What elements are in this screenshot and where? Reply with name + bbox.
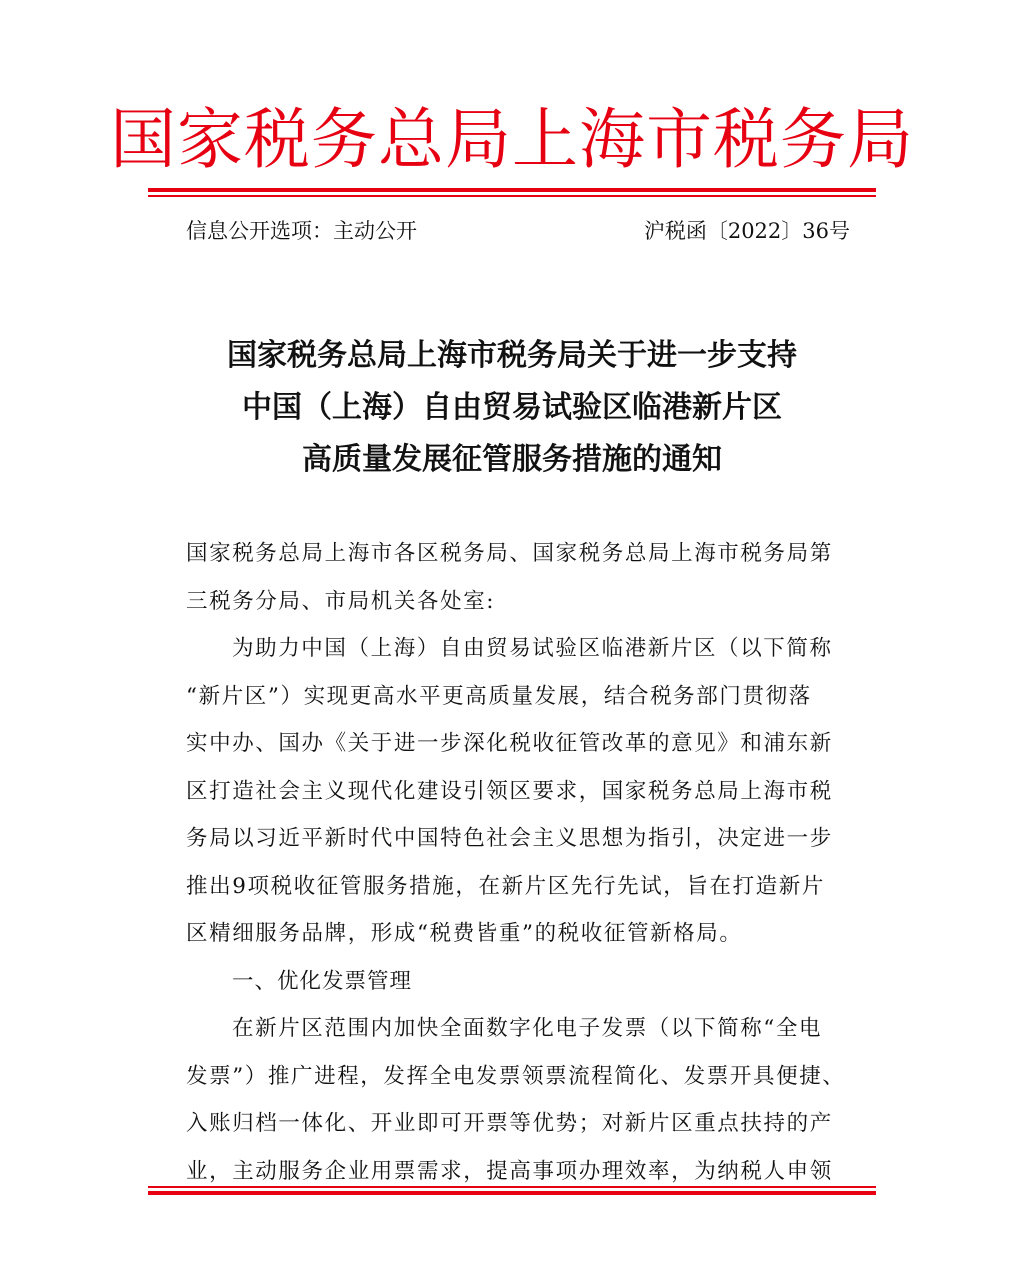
document-meta-row (186, 214, 850, 248)
footer-rule-thick (148, 1191, 876, 1195)
addressee-line: 国家税务总局上海市各区税务局、国家税务总局上海市税务局第 (186, 541, 833, 566)
document-title-line: 国家税务总局上海市税务局关于进一步支持 (227, 338, 797, 373)
intro-paragraph-line: 为助力中国（上海）自由贸易试验区临港新片区（以下简称 (232, 636, 833, 661)
document-title-line: 高质量发展征管服务措施的通知 (302, 442, 722, 477)
agency-header-title: 国家税务总局上海市税务局 (110, 101, 914, 178)
intro-paragraph-line: 实中办、国办《关于进一步深化税收征管改革的意见》和浦东新 (186, 731, 833, 756)
intro-paragraph-line: 推出9项税收征管服务措施，在新片区先行先试，旨在打造新片 (186, 873, 825, 899)
footer-rule-thin (148, 1186, 876, 1188)
section-paragraph-line: 在新片区范围内加快全面数字化电子发票（以下简称“全电 (232, 1016, 823, 1041)
section-paragraph-line: 发票”）推广进程，发挥全电发票领票流程简化、发票开具便捷、 (186, 1063, 846, 1089)
section-paragraph-line: 业，主动服务企业用票需求，提高事项办理效率，为纳税人申领 (186, 1158, 833, 1184)
section-paragraph-line: 入账归档一体化、开业即可开票等优势；对新片区重点扶持的产 (186, 1111, 833, 1136)
document-number: 沪税函〔2022〕36号 (643, 219, 850, 243)
header-rule-thick (148, 188, 876, 192)
intro-paragraph-line: 区精细服务品牌，形成“税费皆重”的税收征管新格局。 (186, 921, 743, 946)
header-rule-thin (148, 195, 876, 197)
document-body (186, 530, 854, 1195)
section-heading: 一、优化发票管理 (232, 968, 413, 994)
document-title (150, 330, 874, 486)
document-title-line: 中国（上海）自由贸易试验区临港新片区 (242, 390, 782, 425)
disclosure-option: 信息公开选项：主动公开 (186, 219, 417, 243)
intro-paragraph-line: 务局以习近平新时代中国特色社会主义思想为指引，决定进一步 (186, 826, 833, 851)
intro-paragraph-line: 区打造社会主义现代化建设引领区要求，国家税务总局上海市税 (186, 778, 833, 804)
intro-paragraph-line: “新片区”）实现更高水平更高质量发展，结合税务部门贯彻落 (186, 683, 812, 709)
addressee-line: 三税务分局、市局机关各处室: (186, 588, 496, 614)
